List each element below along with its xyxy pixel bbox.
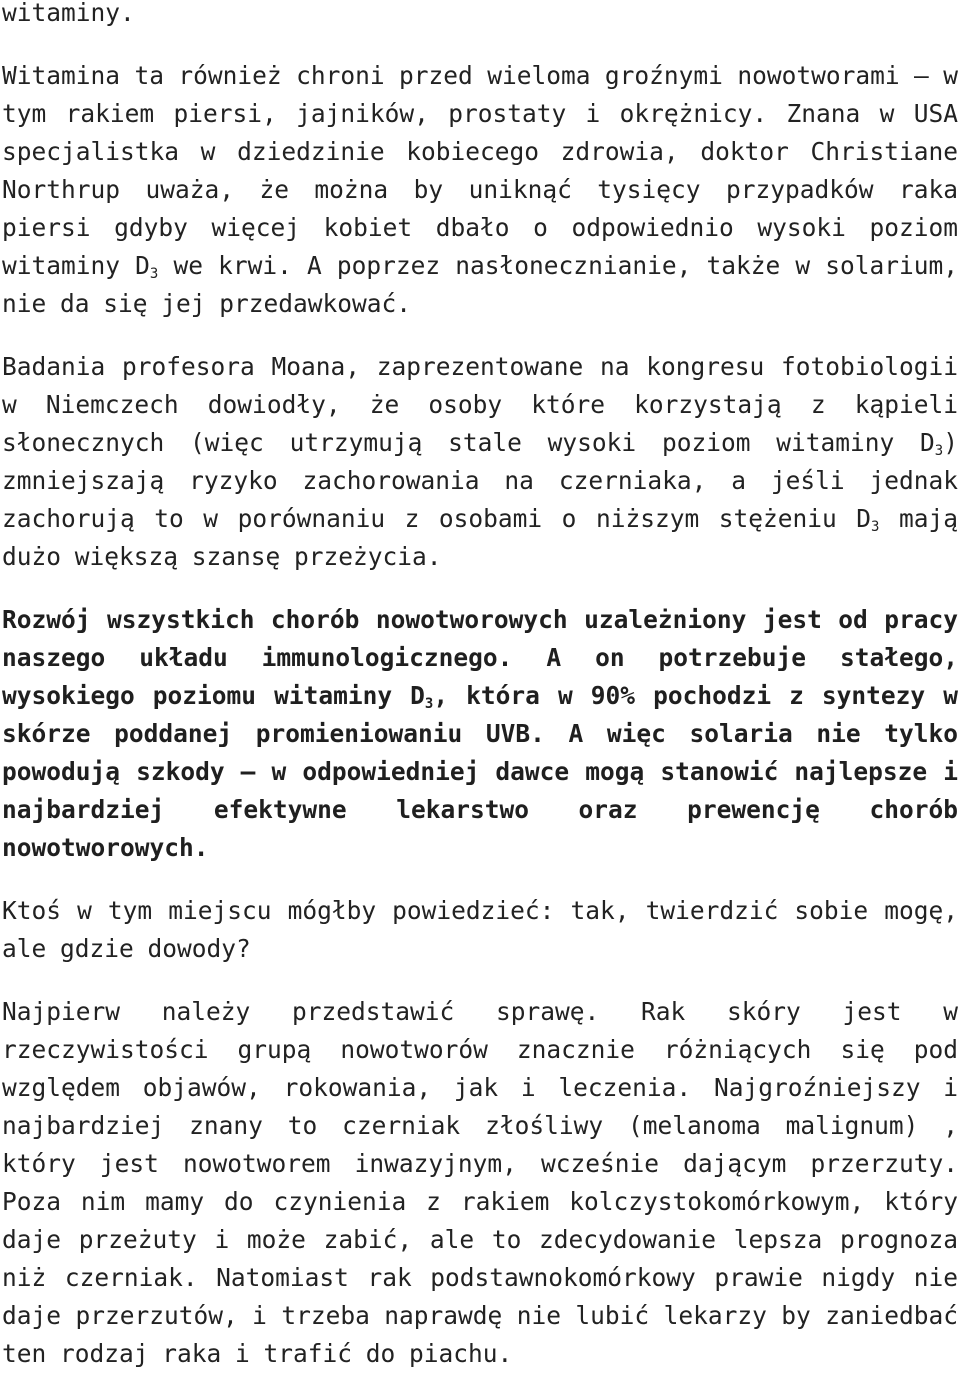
text-run: Ktoś w tym miejscu mógłby powiedzieć: tak, twierdzić sobie mogę, ale gdzie dowody?	[2, 896, 958, 963]
text-run: we krwi. A poprzez nasłonecznianie, także w solarium, nie da się jej przedawkować.	[2, 251, 958, 318]
paragraph-evidence-question	[2, 892, 958, 968]
text-run: ) zmniejszają ryzyko zachorowania na czerniaka, a jeśli jednak zachorują to w porównaniu z osobami o niższym stężeniu D	[2, 428, 958, 533]
paragraph-skin-cancer-types	[2, 993, 958, 1373]
paragraph-intro-fragment	[2, 0, 958, 32]
text-run: mają dużo większą szansę przeżycia.	[2, 504, 958, 571]
subscript: 3	[424, 696, 434, 712]
text-run: Rozwój wszystkich chorób nowotworowych uzależniony jest od pracy naszego układu immunologicznego. A on potrzebuje stałego, wysokiego poziomu witaminy D	[2, 605, 958, 710]
text-run: witaminy.	[2, 0, 135, 27]
text-run: Najpierw należy przedstawić sprawę. Rak skóry jest w rzeczywistości grupą nowotworów znacznie różniących się pod względem objawów, rokowania, jak i leczenia. Najgroźniejszy i najbardziej znany to czerniak złośliwy (melanoma malignum) , który jest nowotworem inwazyjnym, wcześnie dającym przerzuty. Poza nim mamy do czynienia z rakiem kolczystokomórkowym, który daje przeżuty i może zabić, ale to zdecydowanie lepsza prognoza niż czerniak. Natomiast rak podstawnokomórkowy prawie nigdy nie daje przerzutów, i trzeba naprawdę nie lubić lekarzy by zaniedbać ten rodzaj raka i trafić do piachu.	[2, 997, 958, 1368]
paragraph-breast-cancer	[2, 57, 958, 323]
text-run: , która w 90% pochodzi z syntezy w skórze poddanej promieniowaniu UVB. A więc solaria nie tylko powodują szkody – w odpowiedniej dawce mogą stanowić najlepsze i najbardziej efektywne lekarstwo oraz prewencję chorób nowotworowych.	[2, 681, 958, 862]
paragraph-immune-system-bold	[2, 601, 958, 867]
paragraph-moan-research	[2, 348, 958, 576]
text-run: Badania profesora Moana, zaprezentowane na kongresu fotobiologii w Niemczech dowiodły, że osoby które korzystają z kąpieli słonecznych (więc utrzymują stale wysoki poziom witaminy D	[2, 352, 958, 457]
subscript: 3	[934, 443, 944, 459]
subscript: 3	[871, 519, 880, 535]
subscript: 3	[149, 266, 159, 282]
text-run: Witamina ta również chroni przed wieloma groźnymi nowotworami – w tym rakiem piersi, jajników, prostaty i okrężnicy. Znana w USA specjalistka w dziedzinie kobiecego zdrowia, doktor Christiane Northrup uważa, że można by uniknąć tysięcy przypadków raka piersi gdyby więcej kobiet dbało o odpowiednio wysoki poziom witaminy D	[2, 61, 958, 280]
